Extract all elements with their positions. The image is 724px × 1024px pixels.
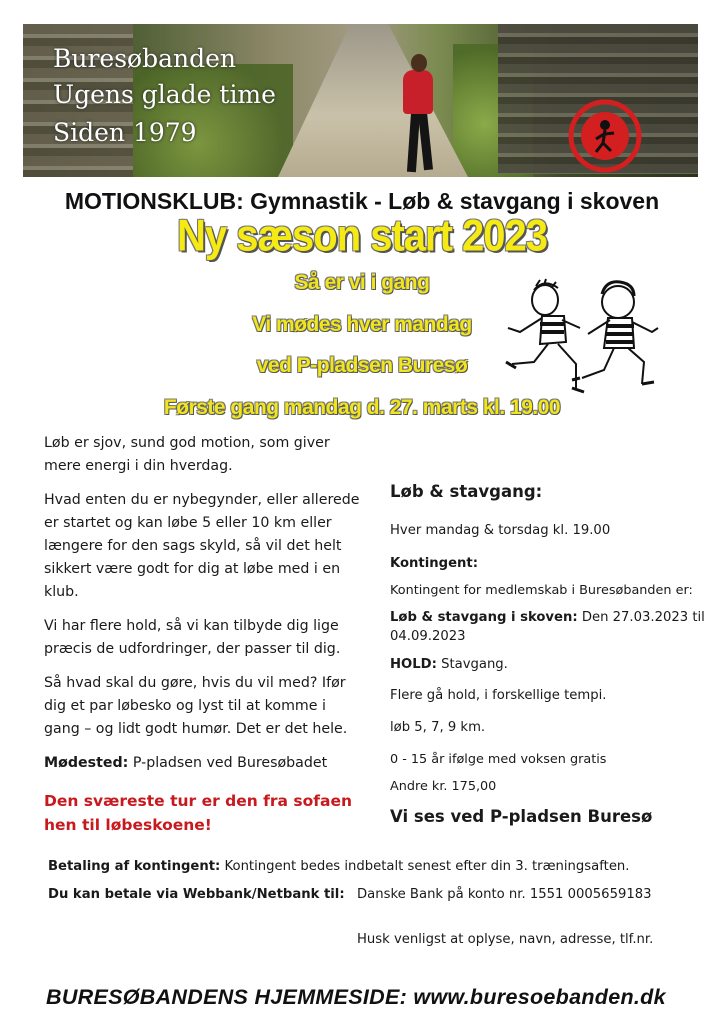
payment-label: Betaling af kontingent:	[48, 859, 221, 874]
period-line	[390, 610, 705, 625]
schedule-text: Hver mandag & torsdag kl. 19.00	[390, 523, 611, 538]
runner-shirt	[403, 70, 433, 114]
bank-label: Du kan betale via Webbank/Netbank til:	[48, 887, 345, 902]
others-price: Andre kr. 175,00	[390, 779, 497, 794]
sofa-slogan: Den sværeste tur er den fra sofaen hen til løbeskoene!	[44, 792, 353, 834]
run-walk-title: Løb & stavgang:	[390, 482, 543, 501]
yellow-line-3: ved P-pladsen Buresø	[256, 354, 468, 377]
meeting-value: P-pladsen ved Buresøbadet	[128, 755, 328, 771]
distances-text: løb 5, 7, 9 km.	[390, 720, 486, 735]
homepage-footer: BURESØBANDENS HJEMMESIDE: www.buresoebanden.dk	[46, 985, 666, 1009]
hold-label: HOLD:	[390, 657, 437, 672]
period-value: Den 27.03.2023 til	[577, 610, 705, 625]
meeting-place	[44, 752, 364, 775]
period-end: 04.09.2023	[390, 629, 466, 644]
banner-line-3: Siden 1979	[53, 118, 197, 147]
banner-photo	[23, 24, 698, 177]
children-price: 0 - 15 år ifølge med voksen gratis	[390, 752, 607, 767]
intro-paragraph: Løb er sjov, sund god motion, som giver mere energi i din hverdag.	[44, 435, 330, 474]
banner-line-1: Buresøbanden	[53, 44, 237, 73]
fee-label: Kontingent:	[390, 556, 478, 571]
banner-line-2: Ugens glade time	[53, 80, 276, 109]
fee-text: Kontingent for medlemskab i Buresøbanden er:	[390, 583, 693, 598]
payment-text: Kontingent bedes indbetalt senest efter din 3. træningsaften.	[220, 859, 630, 874]
season-title: Ny sæson start 2023	[176, 211, 548, 261]
hold-line	[390, 657, 508, 672]
period-label: Løb & stavgang i skoven:	[390, 610, 578, 625]
bank-account: Danske Bank på konto nr. 1551 0005659183	[357, 887, 652, 902]
beginner-paragraph: Hvad enten du er nybegynder, eller allerede er startet og kan løbe 5 eller 10 km eller længere for den sags skyld, så vil det helt sikkert være godt for dig at løbe med i en klub.	[44, 492, 360, 600]
forest-path	[278, 24, 468, 177]
teams-paragraph: Vi har flere hold, så vi kan tilbyde dig lige præcis de udfordringer, der passer til dig.	[44, 618, 341, 657]
meeting-label: Mødested:	[44, 755, 129, 771]
running-cartoon-icon	[500, 278, 660, 408]
payment-line	[48, 859, 629, 874]
yellow-line-1: Så er vi i gang	[294, 271, 430, 294]
left-column	[44, 432, 364, 837]
runner-head	[411, 54, 427, 72]
yellow-line-2: Vi mødes hver mandag	[252, 313, 472, 336]
payment-note: Husk venligst at oplyse, navn, adresse, tlf.nr.	[357, 932, 654, 947]
yellow-line-4: Første gang mandag d. 27. marts kl. 19.00	[163, 396, 561, 419]
join-paragraph: Så hvad skal du gøre, hvis du vil med? Ifør dig et par løbesko og lyst til at komme i gang – og lidt godt humør. Det er det hele.	[44, 675, 348, 737]
club-seal-logo-icon	[566, 97, 644, 175]
hold-value: Stavgang.	[436, 657, 508, 672]
see-you-text: Vi ses ved P-pladsen Buresø	[390, 807, 653, 826]
club-heading: MOTIONSKLUB: Gymnastik - Løb & stavgang i skoven	[64, 188, 660, 214]
groups-text: Flere gå hold, i forskellige tempi.	[390, 688, 607, 703]
